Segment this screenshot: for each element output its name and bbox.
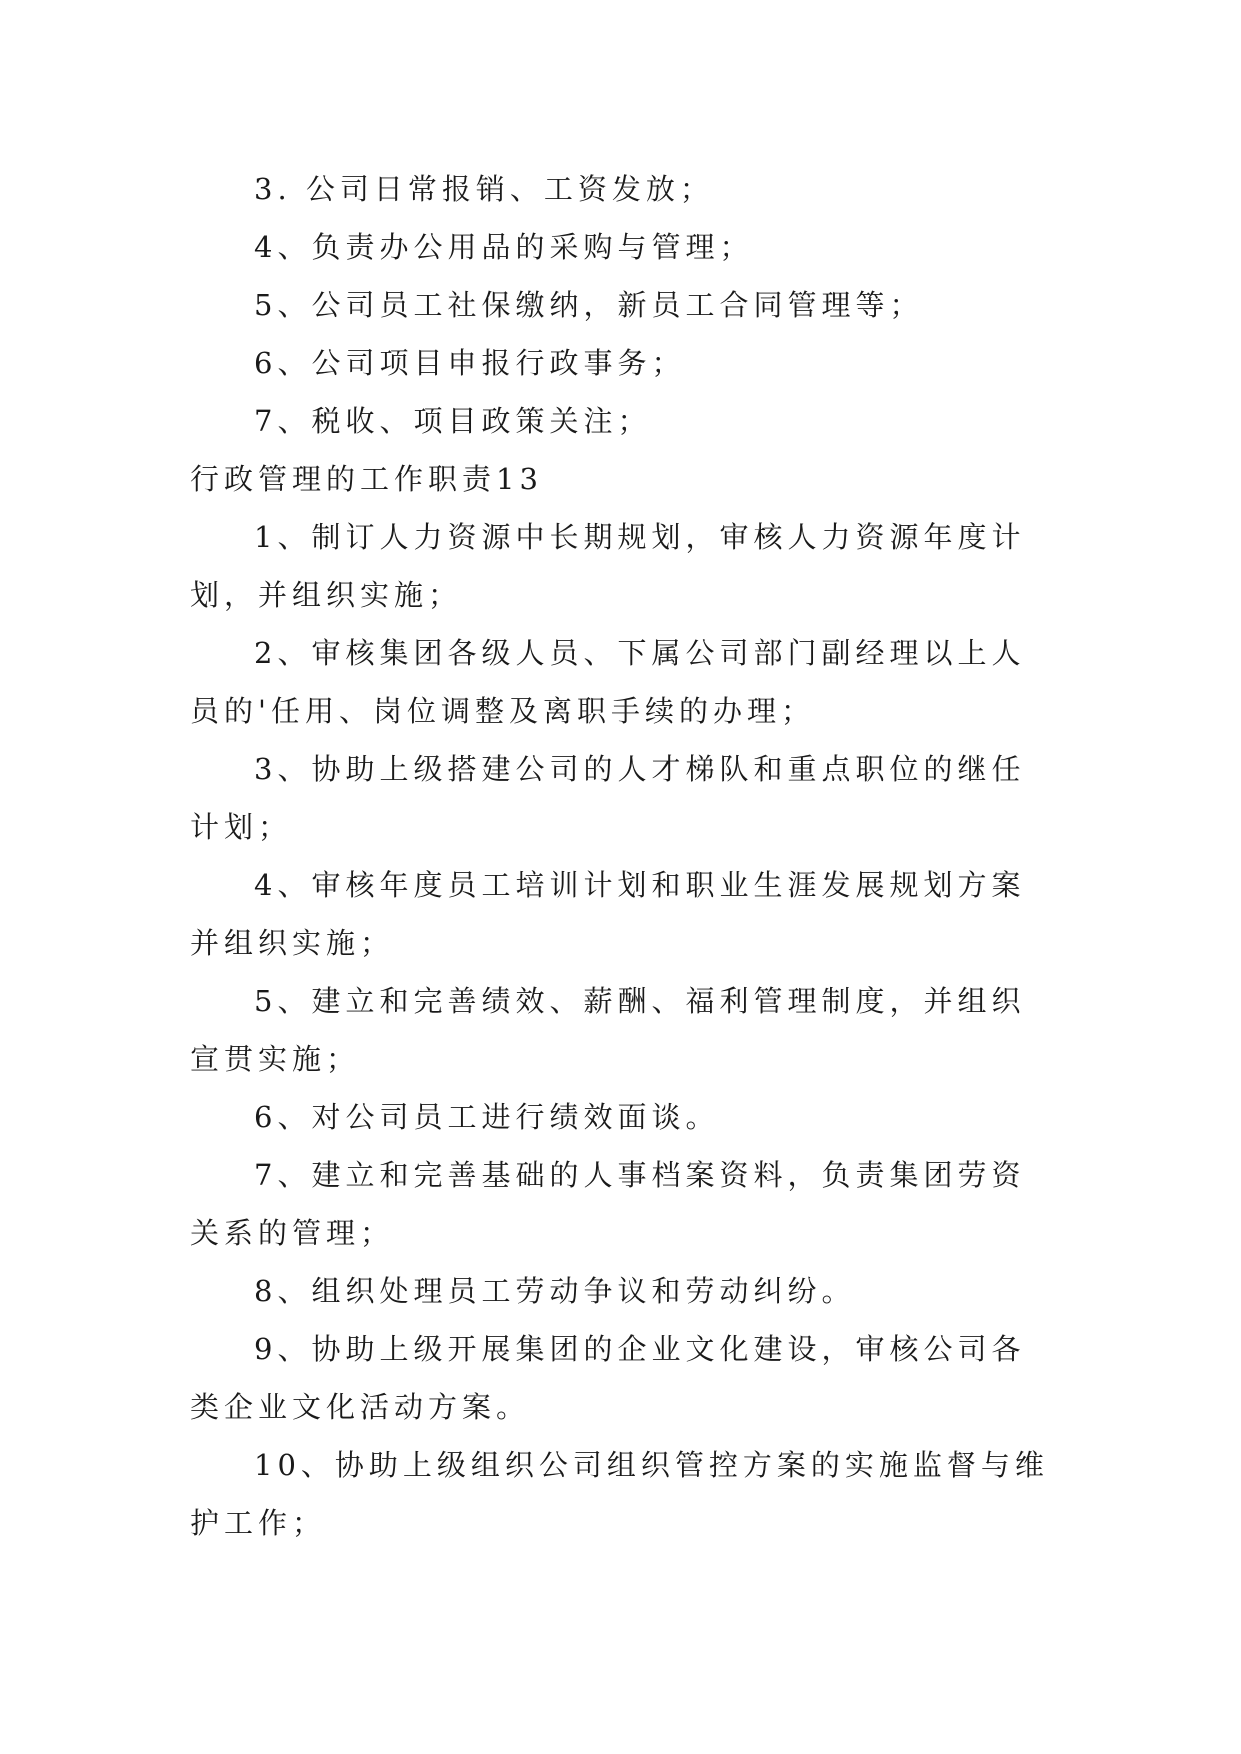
list-item: 6、公司项目申报行政事务； bbox=[254, 346, 686, 380]
list-item: 10、协助上级组织公司组织管控方案的实施监督与维护工作； bbox=[190, 1448, 1049, 1540]
list-item: 5、建立和完善绩效、薪酬、福利管理制度，并组织宣贯实施； bbox=[190, 984, 1026, 1076]
document-body bbox=[190, 160, 1050, 1552]
list-item: 8、组织处理员工劳动争议和劳动纠纷。 bbox=[254, 1274, 856, 1308]
list-item: 3. 公司日常报销、工资发放； bbox=[254, 172, 714, 206]
list-item: 7、建立和完善基础的人事档案资料，负责集团劳资关系的管理； bbox=[190, 1158, 1026, 1250]
list-item: 4、负责办公用品的采购与管理； bbox=[254, 230, 754, 264]
list-item: 9、协助上级开展集团的企业文化建设，审核公司各类企业文化活动方案。 bbox=[190, 1332, 1026, 1424]
section-heading: 行政管理的工作职责13 bbox=[190, 462, 543, 496]
list-item: 3、协助上级搭建公司的人才梯队和重点职位的继任计划； bbox=[190, 752, 1026, 844]
list-item: 5、公司员工社保缴纳，新员工合同管理等； bbox=[254, 288, 924, 322]
list-item: 7、税收、项目政策关注； bbox=[254, 404, 652, 438]
list-item: 4、审核年度员工培训计划和职业生涯发展规划方案并组织实施； bbox=[190, 868, 1026, 960]
list-item: 6、对公司员工进行绩效面谈。 bbox=[254, 1100, 720, 1134]
list-item: 2、审核集团各级人员、下属公司部门副经理以上人员的'任用、岗位调整及离职手续的办理； bbox=[190, 636, 1026, 728]
list-item: 1、制订人力资源中长期规划，审核人力资源年度计划，并组织实施； bbox=[190, 520, 1026, 612]
